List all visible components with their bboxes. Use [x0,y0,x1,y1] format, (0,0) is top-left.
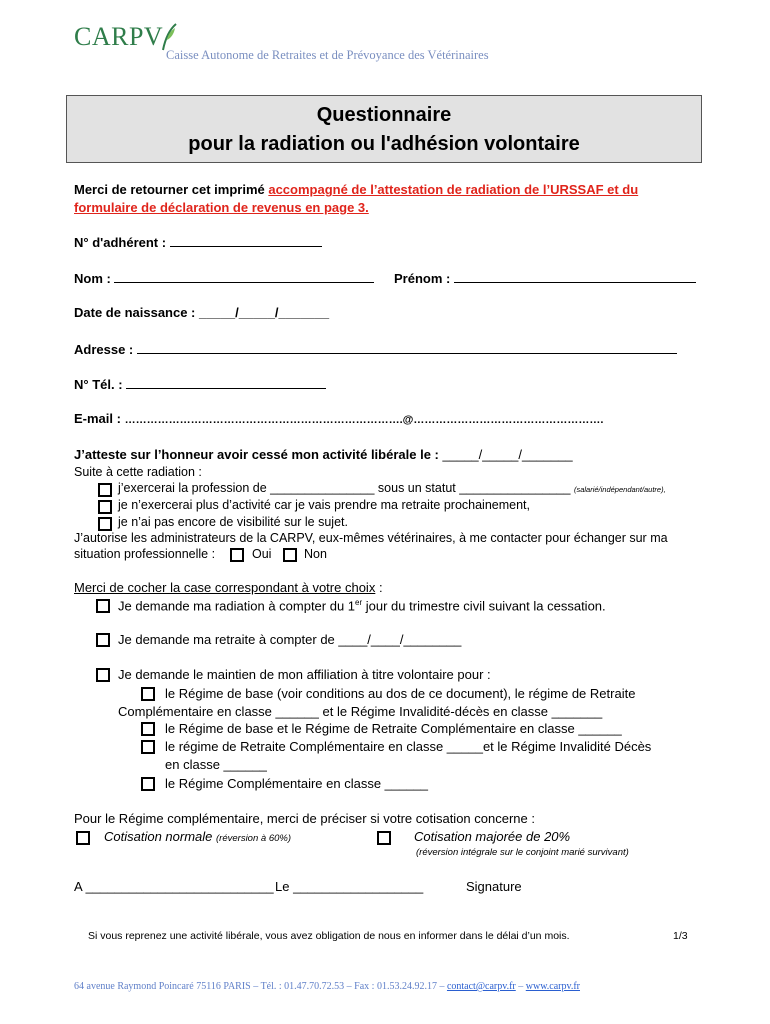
non-label: Non [304,547,327,561]
intro-highlight-2: formulaire de déclaration de revenus en page 3. [74,200,369,215]
radiation-sup: er [355,598,363,607]
signature-date-row [275,879,423,894]
signature-lieu-row [74,879,274,894]
organization-name: Caisse Autonome de Retraites et de Prévoyance des Vétérinaires [166,48,489,62]
oui-label: Oui [252,547,272,561]
option-retraite: Je demande ma retraite à compter de ____/____/________ [118,632,462,647]
opt1-text-a: j’exercerai la profession de [118,481,271,495]
notice: Si vous reprenez une activité libérale, vous avez obligation de nous en informer dans le délai d’un mois. [88,930,570,942]
sub1-line-1: le Régime de base (voir conditions au dos de ce document), le régime de Retraite [165,686,636,701]
footer [74,981,580,992]
radiation-text-a: Je demande ma radiation à compter du 1 [118,598,356,614]
naissance-row [74,305,329,320]
page-number: 1/3 [673,930,688,942]
option-pas-visibilite: je n’ai pas encore de visibilité sur le sujet. [118,515,348,529]
footer-email-link[interactable]: contact@carpv.fr [446,981,516,992]
signature-date-field[interactable]: __________________ [293,879,424,894]
statut-note: (salarié/indépendant/autre), [573,485,666,494]
date-label: Le [275,879,290,894]
cotisation-majoree-label: Cotisation majorée de 20% [414,829,571,844]
option-retraite-prochaine: je n’exercerai plus d’activité car je vais prendre ma retraite prochainement, [118,498,530,512]
adherent-row [74,234,322,250]
attest-statement: J’atteste sur l’honneur avoir cessé mon activité libérale le : [74,447,439,462]
cotisation-normale-row [104,829,291,844]
checkbox-sub-base-complementaire-invalidite[interactable] [141,687,155,701]
footer-separator: – [515,981,526,992]
email-label: E-mail : [74,411,121,426]
checkbox-radiation[interactable] [96,599,110,613]
footer-address: 64 avenue Raymond Poincaré 75116 PARIS – Tél. : 01.47.70.72.53 – Fax : 01.53.24.92.17 – [74,981,447,992]
adherent-field[interactable] [170,234,322,247]
option-radiation [118,598,606,613]
email-field[interactable]: ………………………………………………………………….@……………………………………………. [124,414,604,426]
cotisation-intro: Pour le Régime complémentaire, merci de préciser si votre cotisation concerne : [74,811,535,826]
adresse-field[interactable] [137,341,677,354]
adresse-row [74,341,677,357]
adresse-label: Adresse : [74,342,134,357]
suite-label: Suite à cette radiation : [74,465,202,479]
checkbox-oui[interactable] [230,548,244,562]
checkbox-sub-complementaire[interactable] [141,777,155,791]
sub2: le Régime de base et le Régime de Retraite Complémentaire en classe ______ [165,721,622,736]
cotisation-normale-label: Cotisation normale [104,829,213,844]
signature-label: Signature [466,879,522,894]
checkbox-retraite-prochaine[interactable] [98,500,112,514]
sub3-line-2: en classe ______ [165,757,267,772]
authorize-line-1: J’autorise les administrateurs de la CARPV, eux-mêmes vétérinaires, à me contacter pour échanger sur ma [74,531,668,545]
option-exercerai [118,481,666,495]
lieu-label: A [74,879,82,894]
sub4: le Régime Complémentaire en classe ______ [165,776,429,791]
radiation-text-b: jour du trimestre civil suivant la cessation. [362,598,606,614]
checkbox-exercerai[interactable] [98,483,112,497]
choice-heading: Merci de cocher la case correspondant à votre choix [74,580,376,595]
footer-website-link[interactable]: www.carpv.fr [525,981,580,992]
adherent-label: N° d'adhérent : [74,235,167,250]
checkbox-pas-visibilite[interactable] [98,517,112,531]
attest-statement-row [74,447,573,462]
choice-heading-suffix: : [375,580,383,595]
intro-highlight-1: accompagné de l’attestation de radiation de l’URSSAF et du [268,182,639,197]
prenom-row [394,270,696,286]
tel-row [74,376,326,392]
checkbox-cotisation-majoree[interactable] [377,831,391,845]
email-row [74,411,603,426]
sub1-line-2: Complémentaire en classe ______ et le Régime Invalidité-décès en classe _______ [118,704,603,719]
cotisation-normale-note: (réversion à 60%) [216,833,291,844]
prenom-field[interactable] [454,270,696,283]
nom-row [74,270,374,286]
lieu-field[interactable]: __________________________ [85,879,274,894]
authorize-line-2: situation professionnelle : [74,547,216,561]
intro-prefix: Merci de retourner cet imprimé [74,182,269,197]
prenom-label: Prénom : [394,271,451,286]
checkbox-cotisation-normale[interactable] [76,831,90,845]
nom-label: Nom : [74,271,111,286]
choice-heading-row [74,580,383,595]
intro-line-1 [74,182,638,197]
naissance-label: Date de naissance : [74,305,196,320]
statut-field[interactable]: ________________ [459,481,571,495]
logo-text: CARPV [74,22,164,51]
checkbox-maintien[interactable] [96,668,110,682]
carpv-logo [74,22,177,52]
opt1-text-b: sous un statut [374,481,460,495]
nom-field[interactable] [114,270,374,283]
cessation-date-field[interactable]: _____/_____/_______ [442,447,573,462]
title-box [66,95,702,163]
option-maintien: Je demande le maintien de mon affiliation à titre volontaire pour : [118,667,491,682]
checkbox-non[interactable] [283,548,297,562]
profession-field[interactable]: _______________ [270,481,375,495]
tel-label: N° Tél. : [74,377,123,392]
cotisation-majoree-note: (réversion intégrale sur le conjoint marié survivant) [416,847,629,858]
title-line-2: pour la radiation ou l'adhésion volontaire [188,133,580,155]
checkbox-sub-base-complementaire[interactable] [141,722,155,736]
checkbox-sub-complementaire-invalidite[interactable] [141,740,155,754]
naissance-field[interactable]: _____/_____/_______ [199,305,330,320]
tel-field[interactable] [126,376,326,389]
sub3-line-1: le régime de Retraite Complémentaire en classe _____et le Régime Invalidité Décès [165,739,652,754]
intro-line-2 [74,200,369,215]
checkbox-retraite[interactable] [96,633,110,647]
title-line-1: Questionnaire [316,104,452,126]
